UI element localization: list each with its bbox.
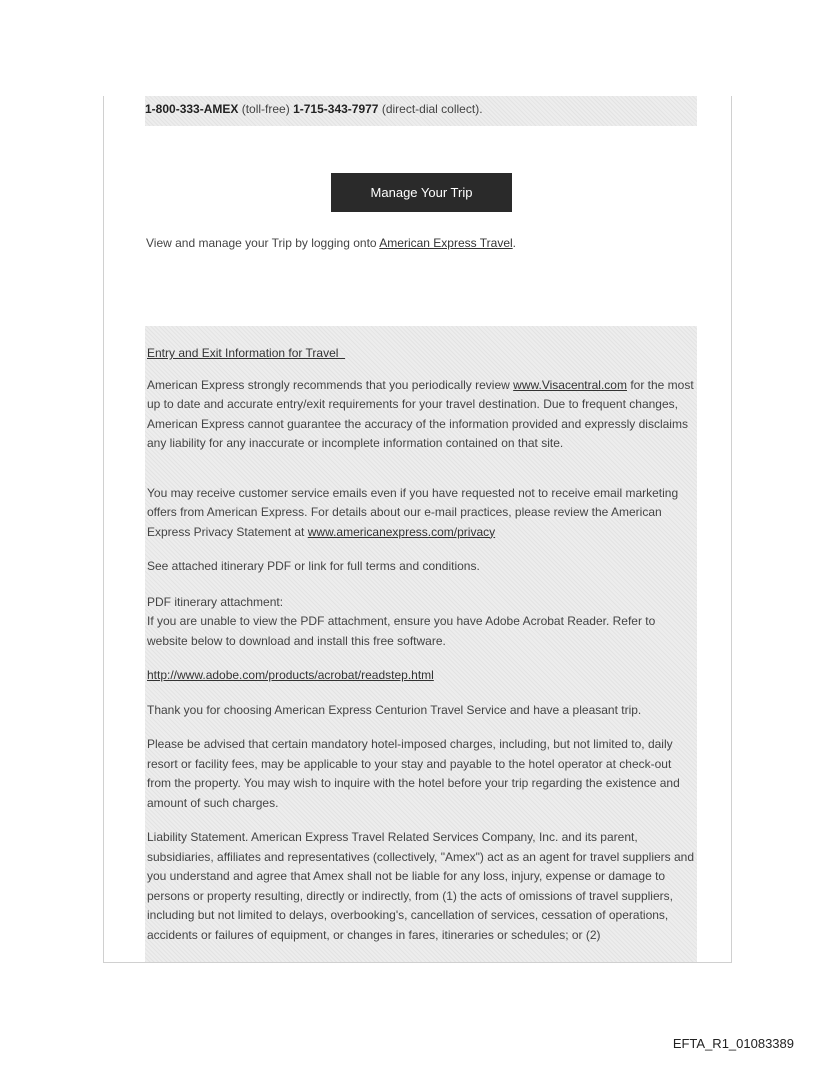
entry-exit-section (145, 326, 697, 962)
adobe-link[interactable]: http://www.adobe.com/products/acrobat/readstep.html (147, 668, 434, 682)
collect-label: (direct-dial collect). (381, 102, 483, 116)
phone-collect: 1-715-343-7977 (293, 102, 379, 116)
manage-trip-text: View and manage your Trip by logging onto American Express Travel. (146, 236, 517, 250)
hotel-charges-paragraph: Please be advised that certain mandatory hotel-imposed charges, including, but not limited to, daily resort or facility fees, may be applicable to your stay and payable to the hotel operator at check-out from the property. You may wish to inquire with the hotel before your trip regarding the existence and amount of such charges. (147, 737, 680, 810)
adobe-paragraph (147, 666, 695, 686)
visacentral-paragraph: American Express strongly recommends that you periodically review www.Visacentral.com for the most up to date and accurate entry/exit requirements for your travel destination. Due to frequent changes, American Express cannot guarantee the accuracy of the information provided and expressly disclaims any liability for any inaccurate or incomplete information contained on that site. (147, 377, 694, 450)
manage-trip-button[interactable]: Manage Your Trip (331, 173, 512, 212)
privacy-link[interactable]: www.americanexpress.com/privacy (307, 524, 496, 539)
terms-paragraph: See attached itinerary PDF or link for full terms and conditions. (147, 559, 480, 573)
privacy-paragraph: You may receive customer service emails even if you have requested not to receive email marketing offers from American Express. For details about our e-mail practices, please review the American Express Privacy Statement at www.americanexpress.com/privacy (147, 485, 679, 539)
thanks-paragraph: Thank you for choosing American Express Centurion Travel Service and have a pleasant trip. (147, 702, 642, 717)
entry-exit-title-link[interactable]: Entry and Exit Information for Travel (147, 346, 346, 360)
tollfree-label: (toll-free) (241, 102, 290, 116)
liability-paragraph: Liability Statement. American Express Travel Related Services Company, Inc. and its parent, subsidiaries, affiliates and representatives (collectively, "Amex") act as an agent for travel suppliers and you understand and agree that Amex shall not be liable for any loss, injury, expense or damage to persons or property resulting, directly or indirectly, from (1) the acts of omissions of travel suppliers, including but not limited to delays, overbooking's, cancellation of services, cessation of operations, accidents or failures of equipment, or changes in fares, itineraries or schedules; or (2) (147, 830, 695, 942)
amex-travel-link[interactable]: American Express Travel (379, 236, 513, 250)
document-id: EFTA_R1_01083389 (672, 1036, 794, 1051)
phone-tollfree: 1-800-333-AMEX (145, 102, 239, 116)
entry-exit-title (147, 344, 695, 364)
contact-phone-line (145, 96, 697, 126)
visacentral-link[interactable]: www.Visacentral.com (513, 377, 627, 392)
pdf-attachment-paragraph: PDF itinerary attachment: If you are unable to view the PDF attachment, ensure you have Adobe Acrobat Reader. Refer to website below to download and install this free software. (147, 594, 656, 648)
